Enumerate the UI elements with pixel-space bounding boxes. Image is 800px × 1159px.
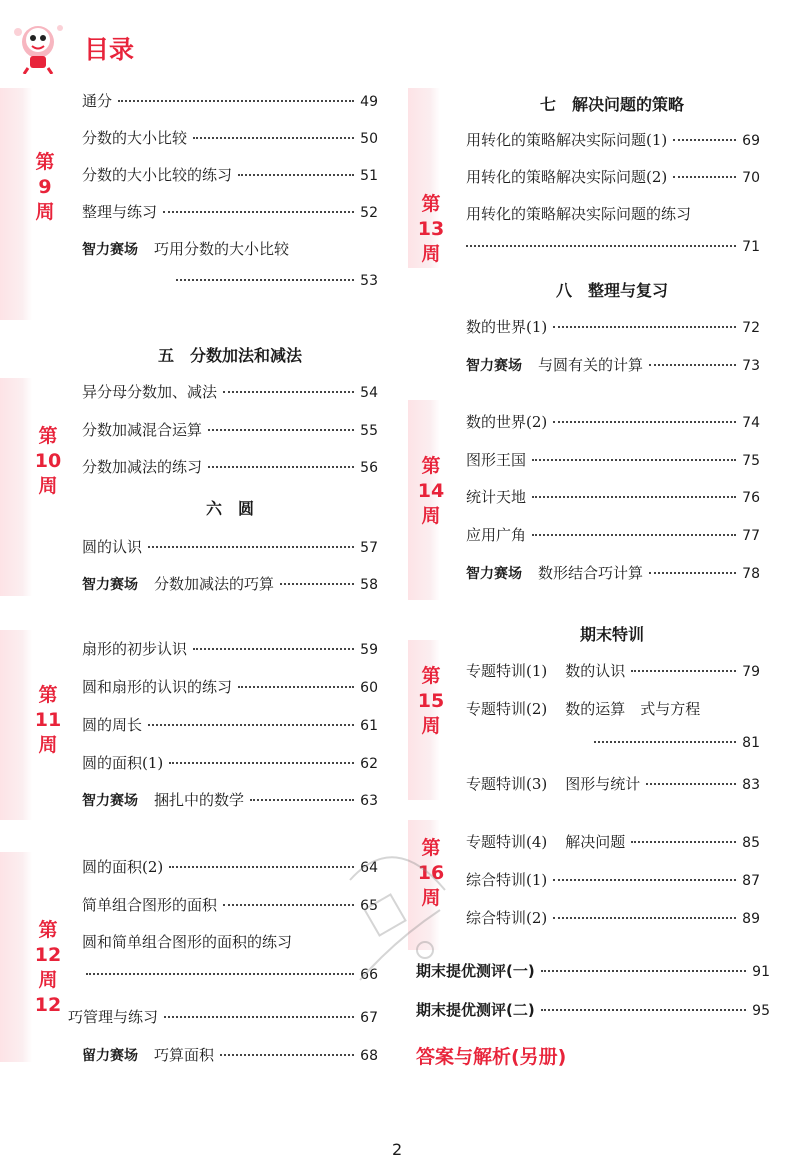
toc-entry[interactable]: 应用广角 77 — [466, 526, 760, 544]
toc-entry-continuation: 66 — [86, 967, 378, 991]
toc-entry[interactable]: 圆的认识 57 — [82, 538, 378, 556]
toc-entry-challenge[interactable]: 留力赛场 巧算面积 68 — [82, 1046, 378, 1064]
toc-entry-continuation: 71 — [466, 239, 760, 263]
toc-entry-continuation: 53 — [176, 273, 378, 297]
mascot-icon — [8, 18, 74, 74]
week-label-12: 第 12 周 12 — [34, 919, 62, 1016]
week-label-14: 第 14 周 — [417, 455, 445, 527]
toc-entry[interactable]: 简单组合图形的面积 65 — [82, 896, 378, 914]
toc-entry[interactable]: 整理与练习 52 — [82, 203, 378, 221]
toc-entry[interactable]: 专题特训(4) 解决问题 85 — [466, 833, 760, 851]
toc-entry[interactable]: 专题特训(2) 数的运算 式与方程 — [466, 700, 701, 718]
page-title: 目录 — [84, 35, 135, 64]
toc-entry[interactable]: 综合特训(1) 87 — [466, 871, 760, 889]
toc-entry[interactable]: 圆的面积(2) 64 — [82, 858, 378, 876]
toc-entry[interactable]: 用转化的策略解决实际问题(1) 69 — [466, 131, 760, 149]
toc-entry[interactable]: 圆和简单组合图形的面积的练习 — [82, 933, 293, 951]
week-label-10: 第 10 周 — [34, 425, 62, 497]
toc-entry-test[interactable]: 期末提优测评(一) 91 — [416, 962, 770, 980]
week-label-16: 第 16 周 — [417, 837, 445, 909]
toc-entry[interactable]: 专题特训(3) 图形与统计 83 — [466, 775, 760, 793]
toc-entry[interactable]: 分数加减混合运算 55 — [82, 421, 378, 439]
toc-entry[interactable]: 分数加减法的练习 56 — [82, 458, 378, 476]
section-title: 七 解决问题的策略 — [539, 95, 684, 114]
toc-entry[interactable]: 专题特训(1) 数的认识 79 — [466, 662, 760, 680]
answers-link[interactable]: 答案与解析(另册) — [416, 1046, 567, 1068]
toc-entry[interactable]: 综合特训(2) 89 — [466, 909, 760, 927]
toc-entry[interactable]: 圆的面积(1) 62 — [82, 754, 378, 772]
toc-entry-challenge[interactable]: 智力赛场 巧用分数的大小比较 — [82, 240, 290, 258]
toc-entry-challenge[interactable]: 智力赛场 数形结合巧计算 78 — [466, 564, 760, 582]
toc-entry[interactable]: 数的世界(2) 74 — [466, 413, 760, 431]
week-label-11: 第 11 周 — [34, 684, 62, 756]
section-title: 八 整理与复习 — [555, 281, 668, 300]
toc-entry-challenge[interactable]: 智力赛场 与圆有关的计算 73 — [466, 356, 760, 374]
toc-entry[interactable]: 用转化的策略解决实际问题的练习 — [466, 205, 692, 223]
toc-entry[interactable]: 扇形的初步认识 59 — [82, 640, 378, 658]
toc-entry[interactable]: 圆和扇形的认识的练习 60 — [82, 678, 378, 696]
toc-entry[interactable]: 图形王国 75 — [466, 451, 760, 469]
toc-entry-continuation: 81 — [594, 735, 760, 759]
stamp-watermark-icon — [330, 840, 460, 990]
toc-entry[interactable]: 用转化的策略解决实际问题(2) 70 — [466, 168, 760, 186]
toc-entry-test[interactable]: 期末提优测评(二) 95 — [416, 1001, 770, 1019]
toc-entry[interactable]: 统计天地 76 — [466, 488, 760, 506]
week-label-9: 第 9 周 — [35, 151, 55, 223]
toc-entry[interactable]: 通分 49 — [82, 92, 378, 110]
toc-entry[interactable]: 异分母分数加、减法 54 — [82, 383, 378, 401]
toc-entry-challenge[interactable]: 智力赛场 捆扎中的数学 63 — [82, 791, 378, 809]
toc-entry[interactable]: 圆的周长 61 — [82, 716, 378, 734]
page-number: 2 — [392, 1140, 403, 1159]
section-title: 六 圆 — [205, 499, 254, 518]
toc-entry[interactable]: 数的世界(1) 72 — [466, 318, 760, 336]
section-title: 五 分数加法和减法 — [157, 346, 302, 365]
toc-entry[interactable]: 分数的大小比较的练习 51 — [82, 166, 378, 184]
toc-entry[interactable]: 巧管理与练习 67 — [68, 1008, 378, 1026]
toc-entry-challenge[interactable]: 智力赛场 分数加减法的巧算 58 — [82, 575, 378, 593]
section-title: 期末特训 — [579, 625, 644, 644]
toc-entry[interactable]: 分数的大小比较 50 — [82, 129, 378, 147]
week-label-15: 第 15 周 — [417, 665, 445, 737]
week-label-13: 第 13 周 — [417, 193, 445, 265]
